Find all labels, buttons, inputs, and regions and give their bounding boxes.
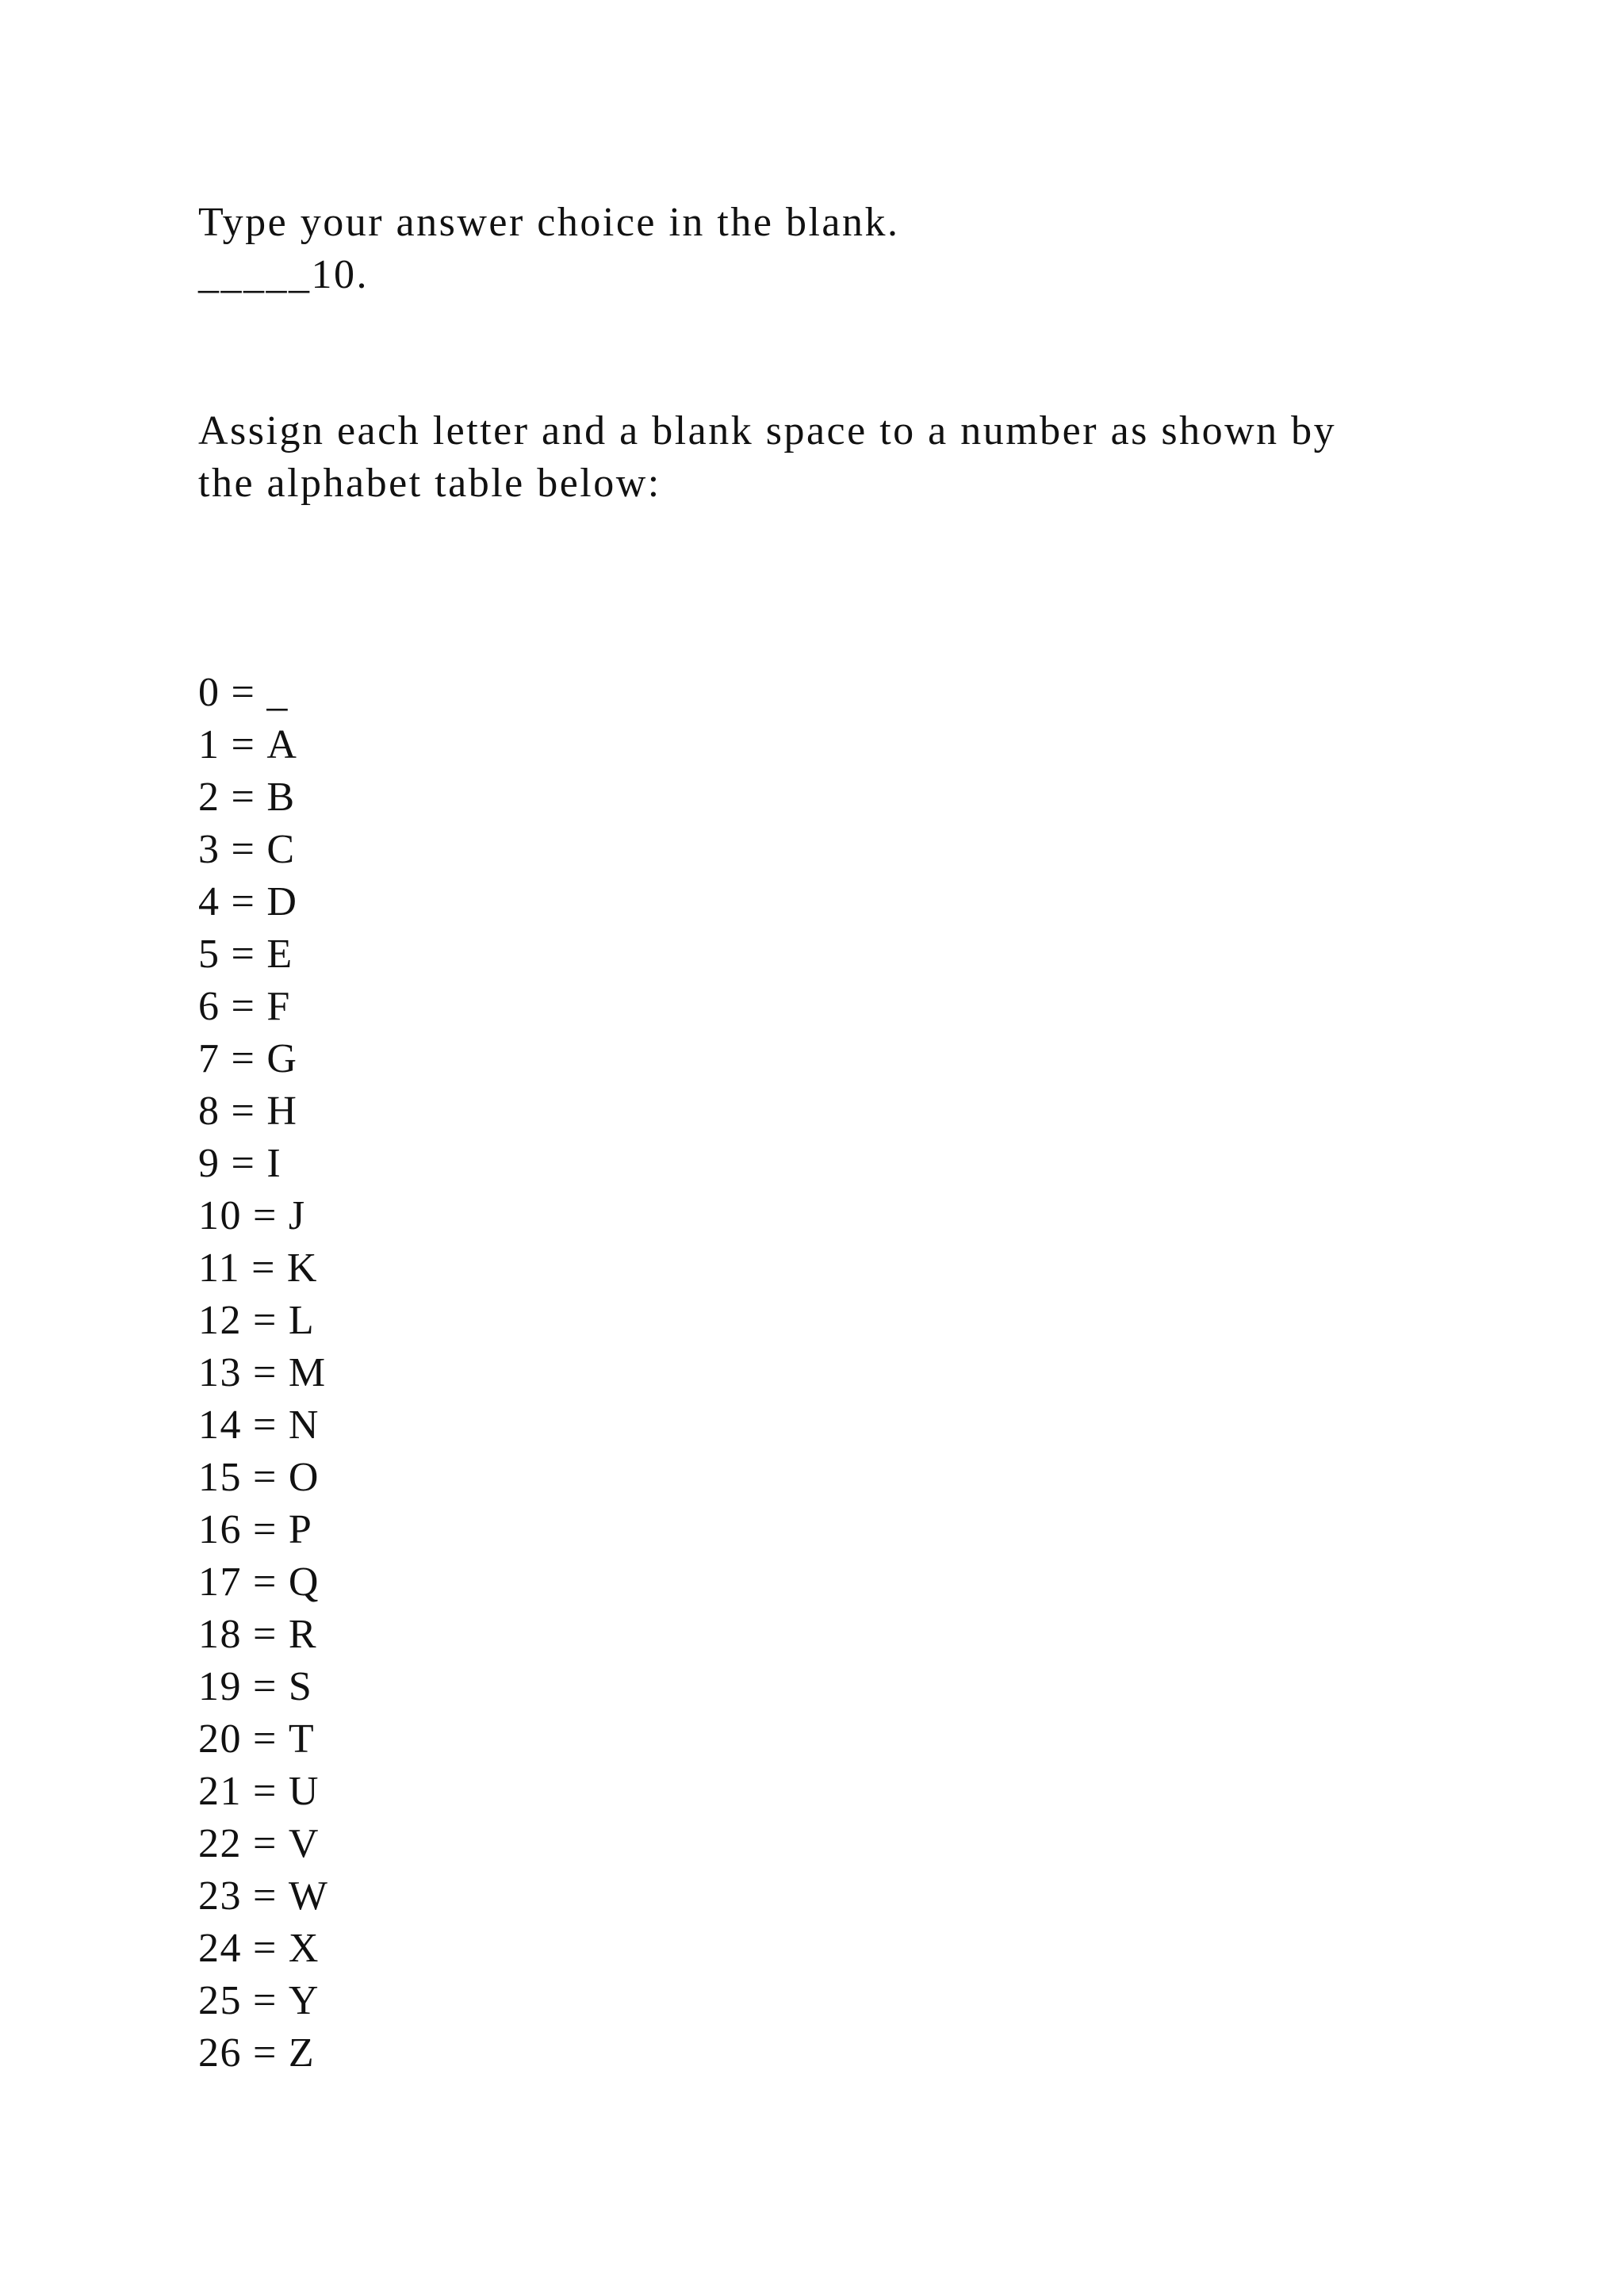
equals-sign: = [251, 1246, 276, 1291]
alphabet-number: 3 [198, 827, 220, 872]
alphabet-number: 16 [198, 1507, 242, 1552]
question-blank: _____10. [198, 252, 369, 297]
alphabet-row [198, 928, 293, 981]
alphabet-letter: O [288, 1455, 320, 1500]
alphabet-row [198, 1661, 312, 1713]
alphabet-letter: A [266, 722, 298, 767]
alphabet-number: 19 [198, 1664, 242, 1709]
alphabet-row [198, 1766, 320, 1818]
alphabet-letter: H [266, 1089, 298, 1134]
alphabet-row [198, 1923, 320, 1975]
equals-sign: = [231, 932, 256, 977]
alphabet-number: 4 [198, 879, 220, 924]
alphabet-row [198, 1975, 320, 2027]
alphabet-number: 25 [198, 1978, 242, 2023]
alphabet-letter: P [288, 1507, 313, 1552]
alphabet-row [198, 1609, 317, 1661]
instruction-text: Type your answer choice in the blank. [198, 200, 900, 245]
equals-sign: = [253, 1978, 278, 2023]
alphabet-letter: G [266, 1036, 298, 1081]
equals-sign: = [231, 670, 256, 715]
alphabet-letter: N [288, 1402, 320, 1448]
equals-sign: = [231, 722, 256, 767]
alphabet-letter: D [266, 879, 298, 924]
alphabet-number: 1 [198, 722, 220, 767]
alphabet-letter: U [288, 1769, 320, 1814]
alphabet-row [198, 1713, 315, 1766]
alphabet-letter: T [288, 1716, 316, 1762]
alphabet-letter: S [288, 1664, 313, 1709]
equals-sign: = [253, 1821, 278, 1866]
equals-sign: = [253, 1507, 278, 1552]
alphabet-letter: V [288, 1821, 320, 1866]
alphabet-row [198, 1504, 312, 1556]
alphabet-row [198, 1138, 282, 1190]
alphabet-row [198, 981, 291, 1033]
equals-sign: = [253, 1612, 278, 1657]
alphabet-row [198, 667, 289, 719]
alphabet-row [198, 1295, 315, 1347]
alphabet-row [198, 771, 296, 824]
alphabet-letter: K [286, 1246, 318, 1291]
equals-sign: = [231, 1141, 256, 1186]
alphabet-number: 26 [198, 2030, 242, 2076]
alphabet-row [198, 1870, 328, 1923]
alphabet-letter: B [266, 775, 296, 820]
alphabet-number: 5 [198, 932, 220, 977]
equals-sign: = [253, 1402, 278, 1448]
alphabet-number: 14 [198, 1402, 242, 1448]
equals-sign: = [231, 775, 256, 820]
alphabet-row [198, 1818, 320, 1870]
assign-text-line-2: the alphabet table below: [198, 461, 661, 506]
alphabet-letter: Z [288, 2030, 316, 2076]
equals-sign: = [253, 2030, 278, 2076]
alphabet-row [198, 2027, 315, 2080]
alphabet-number: 17 [198, 1559, 242, 1605]
alphabet-number: 9 [198, 1141, 220, 1186]
alphabet-letter: _ [266, 670, 289, 715]
equals-sign: = [253, 1350, 278, 1395]
alphabet-row [198, 1033, 297, 1085]
equals-sign: = [231, 1089, 256, 1134]
alphabet-number: 18 [198, 1612, 242, 1657]
alphabet-letter: J [288, 1193, 306, 1238]
alphabet-row [198, 876, 297, 928]
equals-sign: = [253, 1926, 278, 1971]
alphabet-number: 2 [198, 775, 220, 820]
alphabet-letter: E [266, 932, 293, 977]
assign-text-line-1: Assign each letter and a blank space to a number as shown by [198, 408, 1337, 453]
equals-sign: = [253, 1455, 278, 1500]
alphabet-letter: M [288, 1350, 327, 1395]
alphabet-row [198, 1399, 320, 1452]
alphabet-row [198, 1556, 320, 1609]
alphabet-number: 10 [198, 1193, 242, 1238]
equals-sign: = [231, 1036, 256, 1081]
alphabet-number: 21 [198, 1769, 242, 1814]
alphabet-number: 11 [198, 1246, 241, 1291]
equals-sign: = [253, 1559, 278, 1605]
equals-sign: = [231, 879, 256, 924]
equals-sign: = [253, 1716, 278, 1762]
equals-sign: = [253, 1664, 278, 1709]
alphabet-letter: Q [288, 1559, 320, 1605]
equals-sign: = [253, 1193, 278, 1238]
alphabet-number: 0 [198, 670, 220, 715]
equals-sign: = [253, 1873, 278, 1919]
equals-sign: = [231, 984, 256, 1029]
alphabet-number: 15 [198, 1455, 242, 1500]
alphabet-row [198, 1347, 327, 1399]
alphabet-letter: R [288, 1612, 318, 1657]
alphabet-number: 23 [198, 1873, 242, 1919]
alphabet-number: 6 [198, 984, 220, 1029]
alphabet-row [198, 1452, 320, 1504]
alphabet-letter: C [266, 827, 296, 872]
alphabet-row [198, 1242, 318, 1295]
alphabet-letter: I [266, 1141, 282, 1186]
alphabet-letter: W [288, 1873, 329, 1919]
alphabet-number: 22 [198, 1821, 242, 1866]
alphabet-letter: X [288, 1926, 320, 1971]
alphabet-number: 12 [198, 1298, 242, 1343]
equals-sign: = [253, 1298, 278, 1343]
alphabet-number: 24 [198, 1926, 242, 1971]
alphabet-row [198, 1085, 297, 1138]
alphabet-letter: L [288, 1298, 316, 1343]
alphabet-letter: Y [288, 1978, 320, 2023]
alphabet-row [198, 719, 297, 771]
alphabet-row [198, 1190, 306, 1242]
alphabet-number: 20 [198, 1716, 242, 1762]
equals-sign: = [231, 827, 256, 872]
alphabet-row [198, 824, 296, 876]
alphabet-letter: F [266, 984, 291, 1029]
alphabet-number: 7 [198, 1036, 220, 1081]
alphabet-number: 13 [198, 1350, 242, 1395]
equals-sign: = [253, 1769, 278, 1814]
alphabet-number: 8 [198, 1089, 220, 1134]
